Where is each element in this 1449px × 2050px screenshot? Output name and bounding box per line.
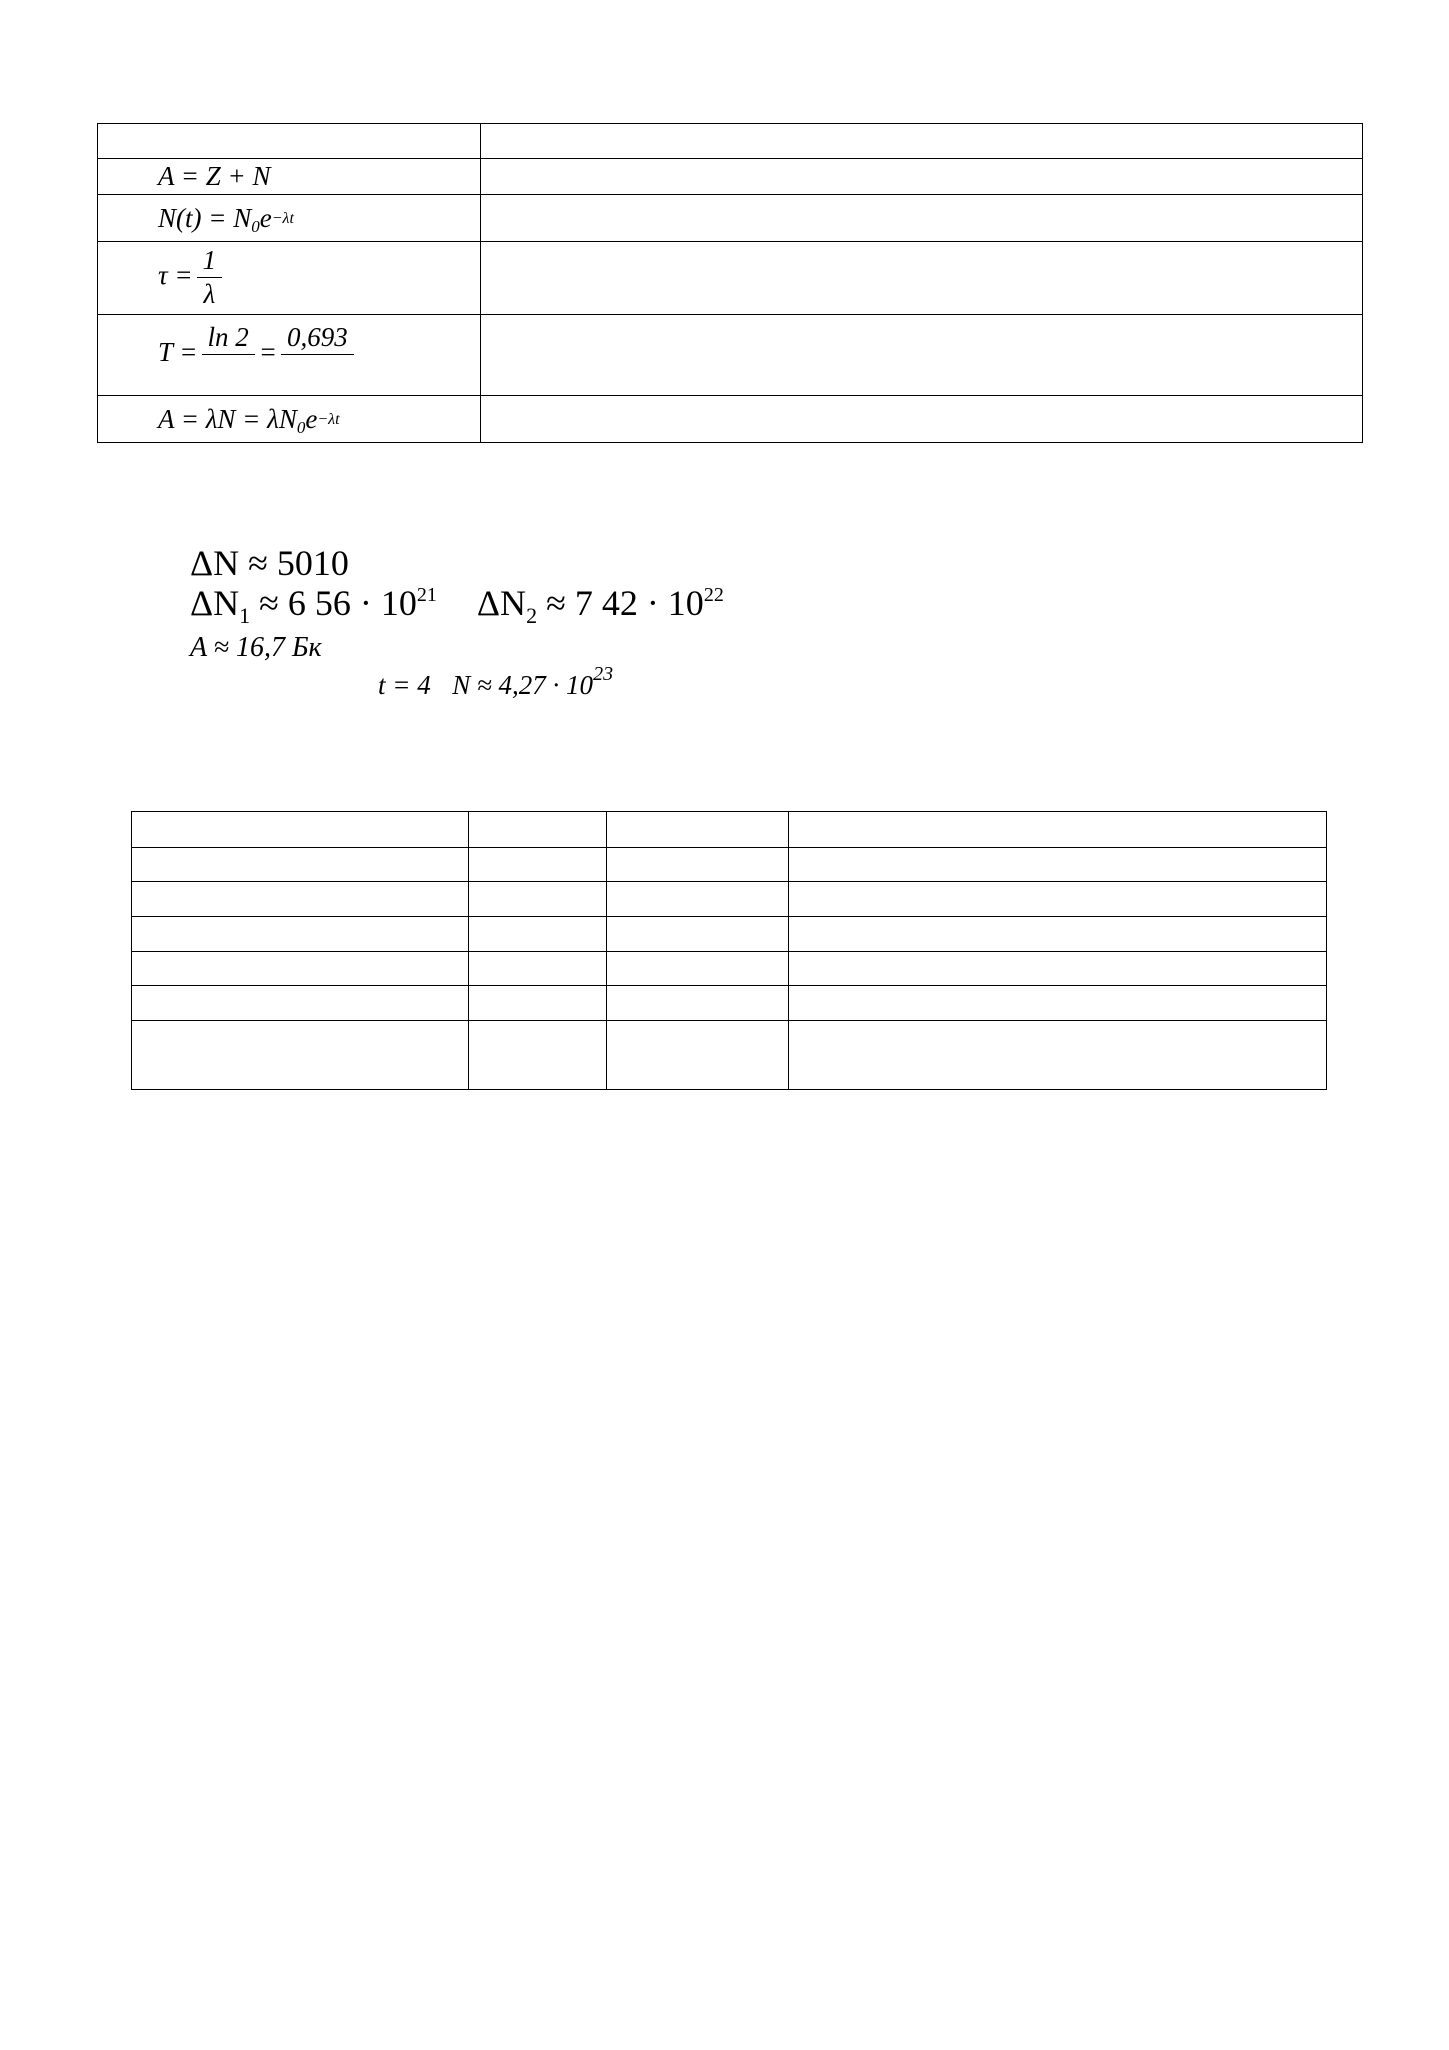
- description-cell: [481, 195, 1363, 242]
- table-row: [132, 848, 1327, 882]
- result-time: t = 4: [378, 670, 431, 700]
- table-cell: [607, 848, 789, 882]
- table-row: [132, 1021, 1327, 1090]
- table-cell: [607, 917, 789, 952]
- formula-row-decay-law: [98, 195, 1363, 242]
- table-row: [132, 812, 1327, 848]
- result-delta-n1-head: ΔN: [190, 583, 240, 623]
- table-cell: [789, 917, 1327, 952]
- table-cell: [469, 848, 607, 882]
- result-delta-n2-sub: 2: [526, 603, 538, 628]
- table-cell: [132, 917, 469, 952]
- formula-activity-sub: 0: [296, 417, 306, 437]
- formula-decay-law-tail: e: [259, 202, 272, 233]
- table-cell: [607, 1021, 789, 1090]
- result-delta-n2-exp: 22: [703, 584, 724, 606]
- result-delta-n1-exp: 21: [416, 584, 437, 606]
- table-cell: [607, 882, 789, 917]
- table-cell: [132, 952, 469, 986]
- fraction: [281, 324, 354, 386]
- formula-half-life-lhs: T =: [158, 337, 198, 368]
- formula-decay-law-sup: −λt: [271, 209, 294, 227]
- table-cell: [132, 848, 469, 882]
- result-remaining-nuclei: [378, 663, 614, 701]
- result-count: N ≈ 4,27 · 10: [452, 670, 594, 700]
- table-cell: [789, 952, 1327, 986]
- table-cell: [789, 986, 1327, 1021]
- formula-table: [97, 123, 1363, 443]
- fraction-denominator: λ: [203, 279, 216, 309]
- description-cell: [481, 124, 1363, 159]
- table-cell: [789, 812, 1327, 848]
- formula-mean-lifetime-lhs: τ =: [158, 260, 193, 291]
- table-cell: [789, 1021, 1327, 1090]
- table-cell: [469, 952, 607, 986]
- formula-activity-head: A = λN = λN: [158, 403, 297, 434]
- formula-table-header-row: [98, 124, 1363, 159]
- formula-activity-sup: −λt: [317, 410, 340, 428]
- formula-mass-number: A = Z + N: [98, 159, 481, 195]
- table-cell: [789, 882, 1327, 917]
- formula-mean-lifetime: [98, 242, 481, 315]
- table-cell: [132, 882, 469, 917]
- description-cell: [481, 242, 1363, 315]
- fraction: [197, 247, 223, 309]
- table-cell: [469, 812, 607, 848]
- blank-table: [131, 811, 1327, 1090]
- result-delta-n2-head: ΔN: [476, 583, 527, 623]
- table-cell: [607, 812, 789, 848]
- formula-cell: [98, 124, 481, 159]
- table-row: [132, 952, 1327, 986]
- formula-decay-law-sub: 0: [251, 216, 260, 236]
- table-cell: [132, 812, 469, 848]
- equals-sign: =: [258, 337, 277, 368]
- result-activity: A ≈ 16,7 Бк: [190, 632, 322, 663]
- formula-row-mass-number: [98, 159, 1363, 195]
- description-cell: [481, 315, 1363, 396]
- result-delta-n: ΔN ≈ 5010: [190, 543, 349, 583]
- table-cell: [789, 848, 1327, 882]
- table-cell: [132, 1021, 469, 1090]
- formula-decay-law: [98, 195, 481, 242]
- formula-activity-tail: e: [305, 403, 318, 434]
- formula-half-life: [98, 315, 481, 396]
- fraction-numerator: ln 2: [202, 324, 255, 355]
- result-delta-n1-n2: [190, 582, 724, 628]
- result-delta-n1-value: ≈ 6 56 · 10: [250, 583, 417, 623]
- formula-row-mean-lifetime: [98, 242, 1363, 315]
- description-cell: [481, 396, 1363, 443]
- formula-decay-law-head: N(t) = N: [158, 202, 252, 233]
- description-cell: [481, 159, 1363, 195]
- formula-row-half-life: [98, 315, 1363, 396]
- result-delta-n2-value: ≈ 7 42 · 10: [537, 583, 704, 623]
- fraction-numerator: 1: [197, 247, 223, 278]
- table-row: [132, 917, 1327, 952]
- table-cell: [607, 952, 789, 986]
- table-cell: [132, 986, 469, 1021]
- fraction-denominator: [281, 355, 354, 386]
- formula-row-activity: [98, 396, 1363, 443]
- table-row: [132, 986, 1327, 1021]
- fraction-numerator: 0,693: [281, 324, 354, 355]
- table-cell: [469, 986, 607, 1021]
- table-cell: [469, 1021, 607, 1090]
- fraction: [202, 324, 255, 386]
- table-row: [132, 882, 1327, 917]
- result-count-exp: 23: [593, 663, 614, 685]
- result-delta-n1-sub: 1: [239, 603, 251, 628]
- table-cell: [469, 882, 607, 917]
- formula-activity: [98, 396, 481, 443]
- table-cell: [607, 986, 789, 1021]
- table-cell: [469, 917, 607, 952]
- fraction-denominator: [202, 355, 255, 386]
